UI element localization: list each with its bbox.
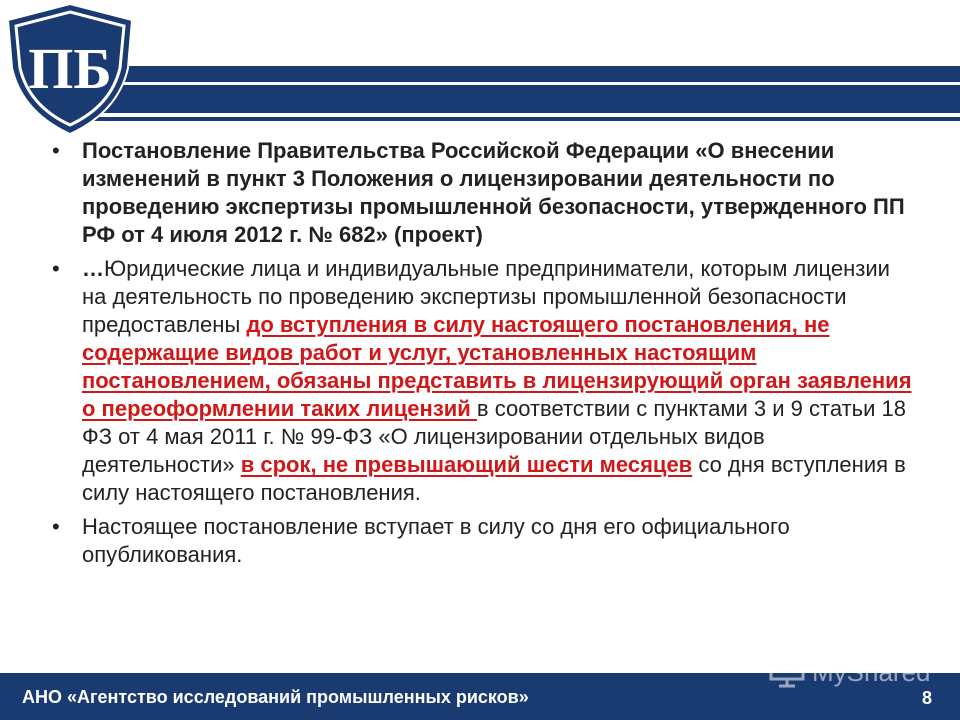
item-2-highlight-b: в срок, не превышающий шести месяцев: [240, 452, 693, 477]
header-band-thin: [60, 117, 960, 121]
bullet-item-2: [52, 255, 912, 507]
footer-org: АНО «Агентство исследований промышленных рисков»: [22, 687, 529, 707]
logo-text: ПБ: [28, 36, 112, 101]
item-2-ellipsis: …: [82, 256, 104, 281]
page-number: 8: [921, 688, 932, 708]
presentation-board-icon: [768, 656, 806, 688]
header-band-top: [60, 66, 960, 82]
watermark-text: MyShared: [812, 657, 931, 687]
item-1-text: Постановление Правительства Российской Федерации «О внесении изменений в пункт 3 Положения о лицензировании деятельности по проведению экспертизы промышленной безопасности, утвержденного ПП РФ от 4 июля 2012 г. № 682» (проект): [82, 138, 905, 247]
item-2-text-a: Юридические лица и индивидуальные предприниматели, которым лицензии на деятельность по проведению экспертизы промышленной безопасности предоставлены: [82, 256, 890, 337]
bullet-mark: •: [52, 138, 60, 163]
slide-header: [0, 0, 960, 140]
item-2-text-b: в соответствии с пунктами 3 и 9 статьи 18 ФЗ от 4 мая 2011 г. № 99-ФЗ «О лицензировании отдельных видов деятельности»: [82, 396, 906, 477]
shield-logo-icon: [0, 0, 140, 138]
bullet-item-3: [52, 513, 912, 569]
item-3-text: Настоящее постановление вступает в силу со дня его официального опубликования.: [82, 514, 790, 567]
slide-body: [52, 137, 912, 575]
bullet-mark: •: [52, 256, 60, 281]
watermark: [768, 652, 938, 692]
item-2-highlight-a: до вступления в силу настоящего постановления, не содержащие видов работ и услуг, установленных настоящим постановлением, обязаны представить в лицензирующий орган заявления о переоформлении таких лицензий: [82, 312, 912, 421]
bullet-mark: •: [52, 514, 60, 539]
item-2-text-c: со дня вступления в силу настоящего постановления.: [82, 452, 906, 505]
bullet-item-1: [52, 137, 912, 249]
header-band-main: [60, 85, 960, 113]
